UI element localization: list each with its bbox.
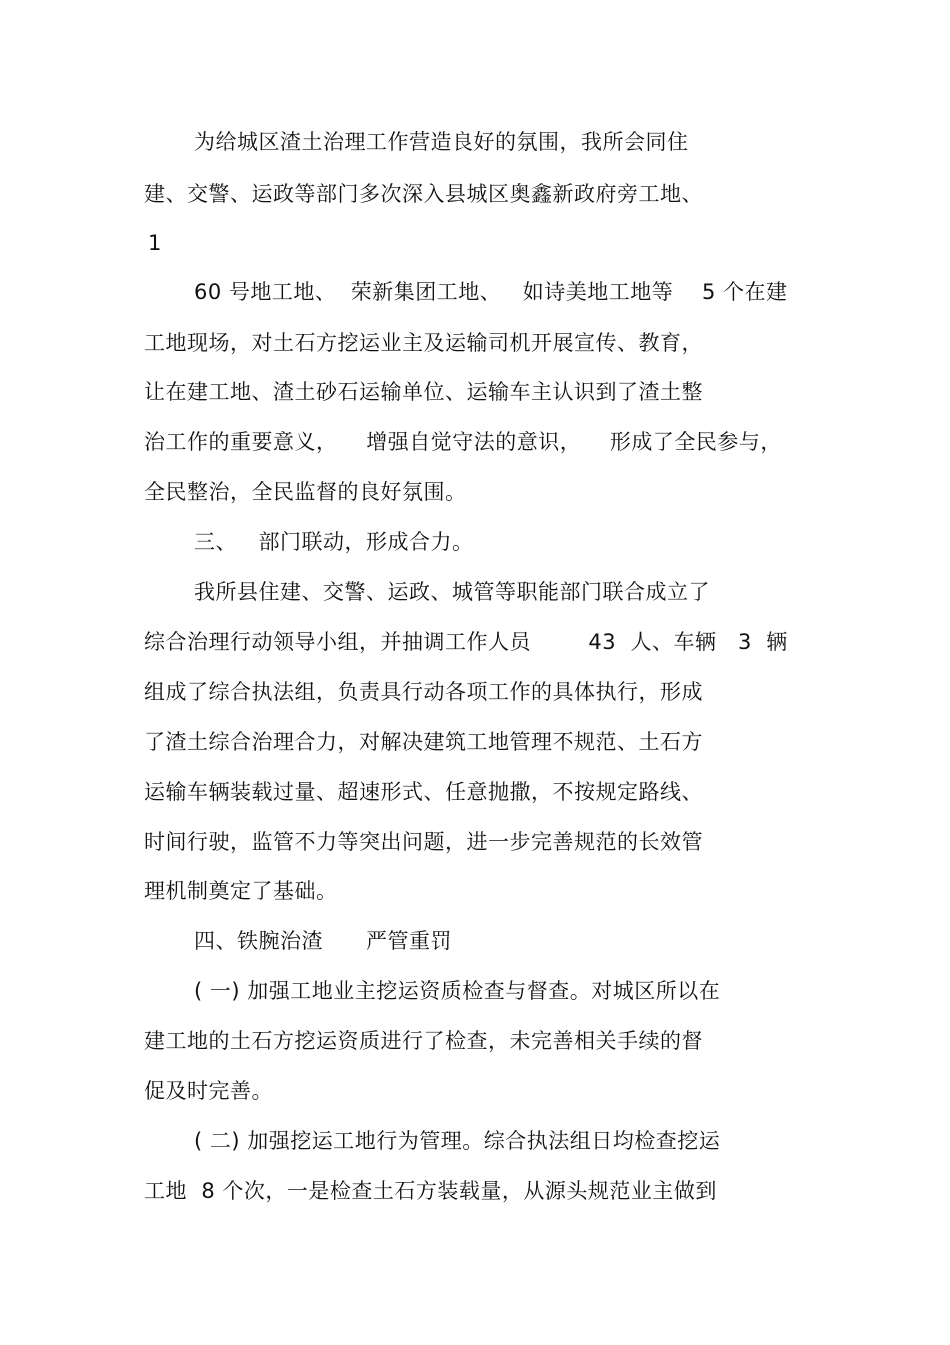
- text-line: ( 一) 加强工地业主挖运资质检查与督查。对城区所以在: [194, 979, 721, 1003]
- text-line: ( 二) 加强挖运工地行为管理。综合执法组日均检查挖运: [194, 1129, 721, 1153]
- text-line: 时间行驶，监管不力等突出问题，进一步完善规范的长效管: [144, 830, 703, 854]
- text-line: 了渣土综合治理合力，对解决建筑工地管理不规范、土石方: [144, 730, 703, 754]
- text-line: 治工作的重要意义， 增强自觉守法的意识， 形成了全民参与，: [144, 430, 782, 454]
- text-line: 工地 8 个次，一是检查土石方装载量，从源头规范业主做到: [144, 1179, 717, 1203]
- text-line: 为给城区渣土治理工作营造良好的氛围，我所会同住: [194, 130, 689, 154]
- text-line: 综合治理行动领导小组，并抽调工作人员 43 人、车辆 3 辆: [144, 630, 788, 654]
- section-heading: 三、 部门联动，形成合力。: [194, 530, 474, 554]
- text-line: 建、交警、运政等部门多次深入县城区奥鑫新政府旁工地、: [144, 182, 703, 206]
- text-line: 理机制奠定了基础。: [144, 879, 338, 903]
- text-line: 全民整治，全民监督的良好氛围。: [144, 480, 467, 504]
- text-line: 促及时完善。: [144, 1079, 273, 1103]
- text-line: 1: [148, 231, 162, 255]
- text-line: 建工地的土石方挖运资质进行了检查，未完善相关手续的督: [144, 1029, 703, 1053]
- text-line: 让在建工地、渣土砂石运输单位、运输车主认识到了渣土整: [144, 380, 703, 404]
- text-line: 组成了综合执法组，负责具行动各项工作的具体执行，形成: [144, 680, 703, 704]
- text-line: 运输车辆装载过量、超速形式、任意抛撒，不按规定路线、: [144, 780, 703, 804]
- section-heading: 四、铁腕治渣 严管重罚: [194, 929, 453, 953]
- text-line: 我所县住建、交警、运政、城管等职能部门联合成立了: [194, 580, 710, 604]
- text-line: 工地现场，对土石方挖运业主及运输司机开展宣传、教育，: [144, 331, 703, 355]
- text-line: 60 号地工地、 荣新集团工地、 如诗美地工地等 5 个在建: [194, 280, 788, 304]
